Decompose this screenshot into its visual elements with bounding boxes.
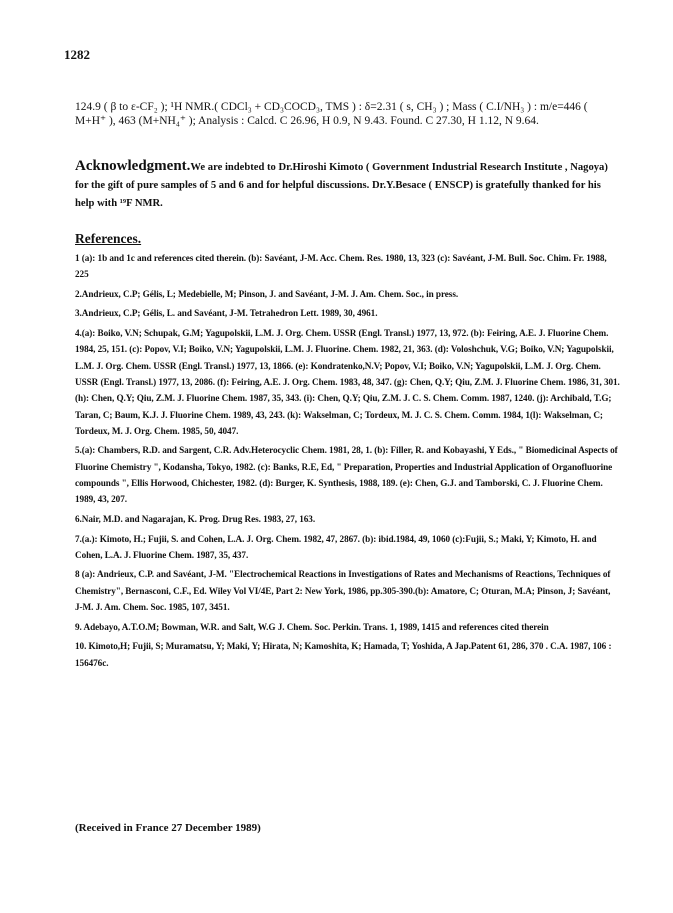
acknowledgment-heading: Acknowledgment. xyxy=(75,158,191,174)
reference-9: 9. Adebayo, A.T.O.M; Bowman, W.R. and Salt, W.G J. Chem. Soc. Perkin. Trans. 1, 1989, 1415 and references cited therein xyxy=(75,621,549,632)
reference-6: 6.Nair, M.D. and Nagarajan, K. Prog. Drug Res. 1983, 27, 163. xyxy=(75,513,316,524)
reference-8: 8 (a): Andrieux, C.P. and Savéant, J-M. "Electrochemical Reactions in Investigations of Rates and Mechanisms of Reactions, Techniques of Chemistry", Bernasconi, C.F., Ed. Wiley Vol VI/4E, Part 2: New York, 1986, pp.305-390.(b): Amatore, C; Oturan, M.A; Pinson, J; Savéant, J-M. J. Am. Chem. Soc. 1985, 107, 3451. xyxy=(75,569,611,613)
page-number: 1282 xyxy=(64,47,90,62)
reference-3: 3.Andrieux, C.P; Gélis, L. and Savéant, J-M. Tetrahedron Lett. 1989, 30, 4961. xyxy=(75,308,378,319)
acknowledgment-section xyxy=(75,157,620,213)
reference-2: 2.Andrieux, C.P; Gélis, L; Medebielle, M; Pinson, J. and Savéant, J-M. J. Am. Chem. Soc., in press. xyxy=(75,288,459,299)
acknowledgment-text: We are indebted to Dr.Hiroshi Kimoto ( Government Industrial Research Institute , Nagoya) for the gift of pure samples of 5 and 6 and for helpful discussions. Dr.Y.Besace ( ENSCP) is gratefully thanked for his help with ¹⁹F NMR. xyxy=(75,162,608,209)
references-list xyxy=(75,250,620,674)
reference-10: 10. Kimoto,H; Fujii, S; Muramatsu, Y; Maki, Y; Hirata, N; Kamoshita, K; Hamada, T; Yoshida, A Jap.Patent 61, 286, 370 . C.A. 1987, 106 : 156476c. xyxy=(75,641,612,668)
received-date: (Received in France 27 December 1989) xyxy=(75,822,261,834)
reference-7: 7.(a.): Kimoto, H.; Fujii, S. and Cohen, L.A. J. Org. Chem. 1982, 47, 2867. (b): ibid.1984, 49, 1060 (c):Fujii, S.; Maki, Y; Kimoto, H. and Cohen, L.A. J. Fluorine Chem. 1987, 35, 437. xyxy=(75,533,597,560)
reference-5: 5.(a): Chambers, R.D. and Sargent, C.R. Adv.Heterocyclic Chem. 1981, 28, 1. (b): Filler, R. and Kobayashi, Y Eds., " Biomedicinal Aspects of Fluorine Chemistry ", Kodansha, Tokyo, 1982. (c): Banks, R.E, Ed, " Preparation, Properties and Industrial Application of Organofluorine compounds ", Ellis Horwood, Chichester, 1982. (d): Burger, K. Synthesis, 1988, 189. (e): Chen, G.J. and Tamborski, C. J. Fluorine Chem. 1989, 43, 207. xyxy=(75,445,618,505)
reference-4: 4.(a): Boiko, V.N; Schupak, G.M; Yagupolskii, L.M. J. Org. Chem. USSR (Engl. Transl.) 1977, 13, 972. (b): Feiring, A.E. J. Fluorine Chem. 1984, 25, 151. (c): Popov, V.I; Boiko, V.N; Yagupolskii, L.M. J. Fluorine. Chem. 1982, 21, 363. (d): Voloshchuk, V.G; Boiko, V.N; Yagupolskii, L.M. J. Org. Chem. USSR (Engl. Transl.) 1977, 13, 1866. (e): Kondratenko,N.V; Popov, V.I; Boiko, V.N; Yagupolskii, L.M. J. Org. Chem. USSR (Engl. Transl.) 1977, 13, 2086. (f): Feiring, A.E. J. Org. Chem. 1983, 48, 347. (g): Chen, Q.Y; Qiu, Z.M. J. Fluorine Chem. 1986, 31, 301. (h): Chen, Q.Y; Qiu, Z.M. J. Fluorine Chem. 1987, 35, 343. (i): Chen, Q.Y; Qiu, Z.M. J. C. S. Chem. Comm. 1987, 1240. (j): Archibald, T.G; Taran, C; Baum, K.J. J. Fluorine Chem. 1989, 43, 243. (k): Wakselman, C; Tordeux, M. J. C. S. Chem. Comm. 1984, 1(l): Wakselman, C; Tordeux, M. J. Org. Chem. 1985, 50, 4047. xyxy=(75,328,620,436)
reference-1: 1 (a): 1b and 1c and references cited therein. (b): Savéant, J-M. Acc. Chem. Res. 1980, 13, 323 (c): Savéant, J-M. Bull. Soc. Chim. Fr. 1988, 225 xyxy=(75,253,607,280)
nmr-analysis-paragraph: 124.9 ( β to ε-CF₂ ); ¹H NMR.( CDCl₃ + CD₃COCD₃, TMS ) : δ=2.31 ( s, CH₃ ) ; Mass ( C.I/NH₃ ) : m/e=446 ( M+H⁺ ), 463 (M+NH₄⁺ ); Analysis : Calcd. C 26.96, H 0.9, N 9.43. Found. C 27.30, H 1.12, N 9.64. xyxy=(75,101,588,127)
references-heading: References. xyxy=(75,231,142,246)
